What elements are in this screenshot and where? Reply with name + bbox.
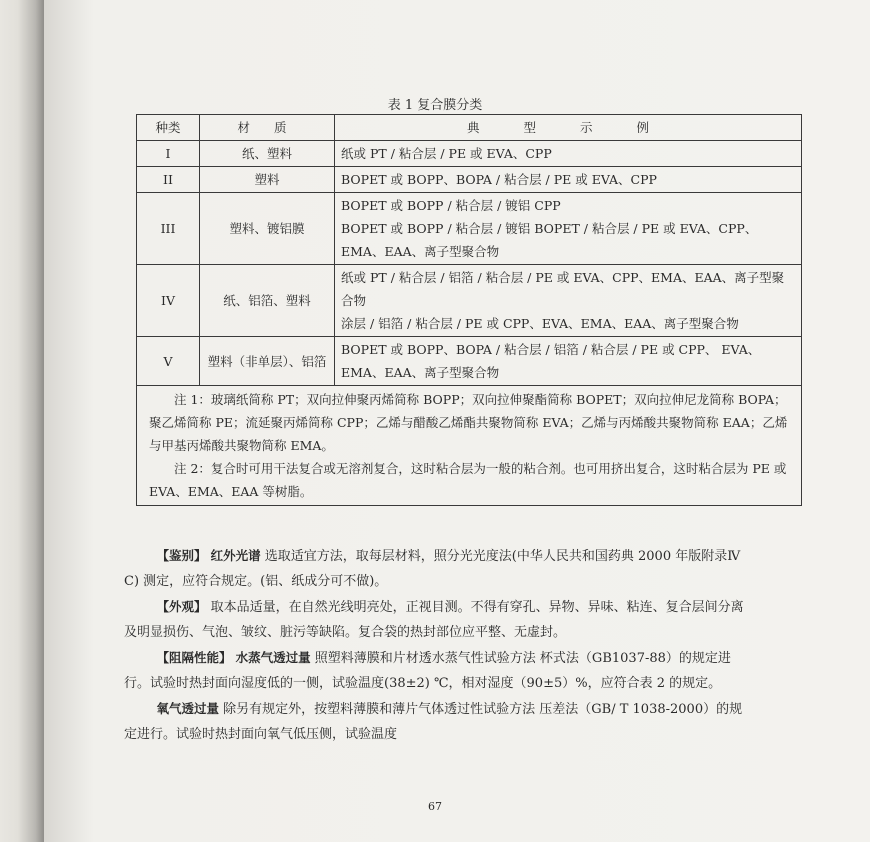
row-material: 塑料、镀铝膜 bbox=[200, 193, 335, 265]
section-tag: 【阻隔性能】 bbox=[156, 650, 232, 665]
section-subtitle: 水蒸气透过量 bbox=[235, 650, 311, 665]
table-notes bbox=[137, 386, 802, 506]
section-tag: 【鉴别】 bbox=[156, 548, 207, 563]
section-text: 取本品适量，在自然光线明亮处，正视目测。不得有穿孔、异物、异味、粘连、复合层间分离及明显损伤、气泡、皱纹、脏污等缺陷。复合袋的热封部位应平整、无虚封。 bbox=[124, 600, 744, 640]
table-caption: 表 1 复合膜分类 bbox=[387, 98, 483, 113]
section-barrier bbox=[124, 645, 746, 696]
header-material: 材 质 bbox=[200, 115, 335, 141]
section-tag: 【外观】 bbox=[156, 599, 207, 614]
table-notes-row bbox=[137, 386, 802, 506]
row-example: 涂层 / 铝箔 / 粘合层 / PE 或 CPP、EVA、EMA、EAA、离子型聚合物 bbox=[341, 316, 739, 331]
table-row bbox=[137, 167, 802, 193]
row-material: 塑料（非单层）、铝箔 bbox=[200, 337, 335, 386]
row-example: BOPET 或 BOPP / 粘合层 / 镀铝 CPP bbox=[341, 198, 561, 213]
note-1: 注 1：玻璃纸简称 PT；双向拉伸聚丙烯简称 BOPP；双向拉伸聚酯简称 BOPET；双向拉伸尼龙简称 BOPA；聚乙烯简称 PE；流延聚丙烯简称 CPP；乙烯与醋酸乙烯酯共聚物简称 EVA；乙烯与丙烯酸共聚物简称 EAA；乙烯与甲基丙烯酸共聚物简称 EMA。 bbox=[149, 392, 788, 453]
section-subtitle: 氧气透过量 bbox=[156, 701, 220, 716]
table-row bbox=[137, 193, 802, 265]
section-appearance bbox=[124, 594, 746, 645]
body-text bbox=[124, 543, 746, 747]
table-row bbox=[137, 141, 802, 167]
section-oxygen bbox=[124, 696, 746, 747]
row-type: V bbox=[137, 337, 200, 386]
row-example: 纸或 PT / 粘合层 / 铝箔 / 粘合层 / PE 或 EVA、CPP、EMA、EAA、离子型聚合物 bbox=[341, 270, 785, 308]
table-row bbox=[137, 337, 802, 386]
book-spine bbox=[0, 0, 44, 842]
header-type: 种类 bbox=[137, 115, 200, 141]
row-example: BOPET 或 BOPP、BOPA / 粘合层 / PE 或 EVA、CPP bbox=[335, 167, 802, 193]
note-2: 注 2：复合时可用干法复合或无溶剂复合，这时粘合层为一般的粘合剂。也可用挤出复合，这时粘合层为 PE 或 EVA、EMA、EAA 等树脂。 bbox=[149, 461, 787, 499]
section-identification bbox=[124, 543, 746, 594]
row-examples bbox=[335, 193, 802, 265]
row-type: II bbox=[137, 167, 200, 193]
table-header-row bbox=[137, 115, 802, 141]
composite-film-table bbox=[136, 114, 802, 506]
row-type: III bbox=[137, 193, 200, 265]
row-material: 纸、铝箔、塑料 bbox=[200, 265, 335, 337]
section-text: 照塑料薄膜和片材透水蒸气性试验方法 杯式法（GB1037-88）的规定进行。试验时热封面向湿度低的一侧，试验温度(38±2) ℃，相对湿度（90±5）%，应符合表 2 的规定。 bbox=[124, 651, 731, 691]
row-type: IV bbox=[137, 265, 200, 337]
row-example: BOPET 或 BOPP / 粘合层 / 镀铝 BOPET / 粘合层 / PE 或 EVA、CPP、EMA、EAA、离子型聚合物 bbox=[341, 221, 758, 259]
section-text: 选取适宜方法，取每层材料，照分光光度法(中华人民共和国药典 2000 年版附录Ⅳ C) 测定，应符合规定。(铝、纸成分可不做)。 bbox=[124, 549, 741, 589]
row-example: BOPET 或 BOPP、BOPA / 粘合层 / 铝箔 / 粘合层 / PE 或 CPP、 EVA、EMA、EAA、离子型聚合物 bbox=[335, 337, 802, 386]
row-type: I bbox=[137, 141, 200, 167]
row-examples bbox=[335, 265, 802, 337]
row-example: 纸或 PT / 粘合层 / PE 或 EVA、CPP bbox=[335, 141, 802, 167]
row-material: 塑料 bbox=[200, 167, 335, 193]
section-text: 除另有规定外，按塑料薄膜和薄片气体透过性试验方法 压差法（GB/ T 1038-2000）的规定进行。试验时热封面向氧气低压侧，试验温度 bbox=[124, 702, 743, 742]
row-material: 纸、塑料 bbox=[200, 141, 335, 167]
section-subtitle: 红外光谱 bbox=[210, 548, 261, 563]
page-number: 67 bbox=[428, 800, 442, 813]
header-examples: 典 型 示 例 bbox=[335, 115, 802, 141]
table-row bbox=[137, 265, 802, 337]
